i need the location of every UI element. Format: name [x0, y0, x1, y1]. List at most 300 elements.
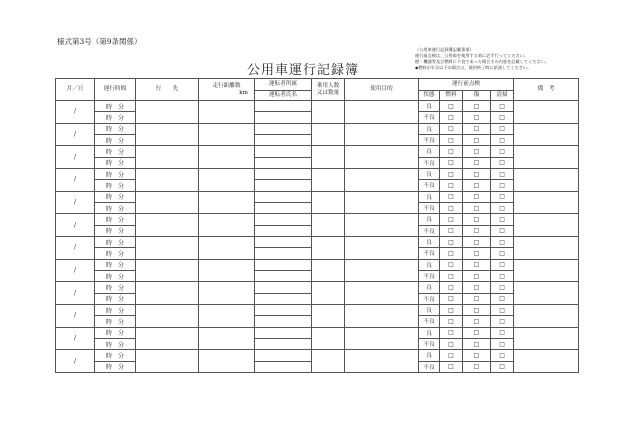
destination-cell[interactable] — [136, 282, 199, 305]
purpose-cell[interactable] — [345, 282, 419, 305]
time-out-cell[interactable]: 時 分 — [95, 350, 136, 361]
checkbox-icon: □ — [499, 363, 505, 371]
checkbox-icon: □ — [473, 306, 480, 314]
header-purpose: 使用目的 — [345, 79, 419, 101]
status-bad-label: 不良 — [419, 202, 440, 213]
table-row — [56, 123, 579, 134]
cleaning-bad-checkbox[interactable] — [491, 225, 514, 236]
cleaning-good-checkbox[interactable] — [491, 123, 514, 134]
checkbox-icon: □ — [499, 170, 505, 178]
fuel-bad-checkbox[interactable] — [440, 248, 463, 259]
cleaning-good-checkbox[interactable] — [491, 214, 514, 225]
driver-dept-cell[interactable] — [255, 146, 312, 157]
checkbox-icon: □ — [473, 272, 480, 280]
purpose-cell[interactable] — [345, 101, 419, 124]
checkbox-icon: □ — [473, 136, 480, 144]
status-bad-label: 不良 — [419, 316, 440, 327]
status-good-label: 良 — [419, 236, 440, 247]
fuel-good-checkbox[interactable] — [440, 236, 463, 247]
remarks-cell[interactable] — [514, 101, 579, 124]
damage-bad-checkbox[interactable] — [463, 316, 491, 327]
checkbox-icon: □ — [448, 306, 454, 314]
destination-cell[interactable] — [136, 350, 199, 373]
destination-cell[interactable] — [136, 146, 199, 169]
driver-dept-cell[interactable] — [255, 101, 312, 112]
header-status: 状態 — [419, 91, 440, 101]
damage-bad-checkbox[interactable] — [463, 112, 491, 123]
passengers-cell[interactable] — [312, 350, 345, 373]
status-good-label: 良 — [419, 191, 440, 202]
status-good-label: 良 — [419, 214, 440, 225]
fuel-bad-checkbox[interactable] — [440, 270, 463, 281]
time-in-cell[interactable]: 時 分 — [95, 316, 136, 327]
distance-cell[interactable] — [199, 168, 255, 191]
remarks-cell[interactable] — [514, 191, 579, 214]
date-cell[interactable]: / — [56, 236, 95, 259]
status-bad-label: 不良 — [419, 157, 440, 168]
checkbox-icon: □ — [448, 136, 454, 144]
damage-bad-checkbox[interactable] — [463, 248, 491, 259]
passengers-cell[interactable] — [312, 101, 345, 124]
driver-name-cell[interactable] — [255, 202, 312, 213]
purpose-cell[interactable] — [345, 146, 419, 169]
checkbox-icon: □ — [473, 238, 480, 246]
cleaning-bad-checkbox[interactable] — [491, 338, 514, 349]
time-out-cell[interactable]: 時 分 — [95, 168, 136, 179]
distance-cell[interactable] — [199, 236, 255, 259]
damage-good-checkbox[interactable] — [463, 350, 491, 361]
fuel-good-checkbox[interactable] — [440, 259, 463, 270]
damage-good-checkbox[interactable] — [463, 146, 491, 157]
fuel-bad-checkbox[interactable] — [440, 338, 463, 349]
damage-good-checkbox[interactable] — [463, 214, 491, 225]
driver-name-cell[interactable] — [255, 361, 312, 372]
header-distance — [199, 79, 255, 101]
purpose-cell[interactable] — [345, 259, 419, 282]
fuel-bad-checkbox[interactable] — [440, 157, 463, 168]
checkbox-icon: □ — [448, 193, 454, 201]
time-out-cell[interactable]: 時 分 — [95, 146, 136, 157]
distance-cell[interactable] — [199, 191, 255, 214]
damage-bad-checkbox[interactable] — [463, 157, 491, 168]
purpose-cell[interactable] — [345, 214, 419, 237]
time-out-cell[interactable]: 時 分 — [95, 327, 136, 338]
passengers-cell[interactable] — [312, 259, 345, 282]
checkbox-icon: □ — [473, 181, 480, 189]
passengers-cell[interactable] — [312, 168, 345, 191]
remarks-cell[interactable] — [514, 304, 579, 327]
status-bad-label: 不良 — [419, 180, 440, 191]
destination-cell[interactable] — [136, 304, 199, 327]
time-in-cell[interactable]: 時 分 — [95, 112, 136, 123]
checkbox-icon: □ — [448, 159, 454, 167]
destination-cell[interactable] — [136, 191, 199, 214]
checkbox-icon: □ — [499, 238, 505, 246]
checkbox-icon: □ — [473, 102, 480, 110]
checkbox-icon: □ — [473, 363, 480, 371]
checkbox-icon: □ — [499, 227, 505, 235]
checkbox-icon: □ — [499, 113, 505, 121]
distance-cell[interactable] — [199, 123, 255, 146]
status-good-label: 良 — [419, 327, 440, 338]
damage-good-checkbox[interactable] — [463, 101, 491, 112]
checkbox-icon: □ — [448, 102, 454, 110]
checkbox-icon: □ — [499, 181, 505, 189]
driver-name-cell[interactable] — [255, 157, 312, 168]
destination-cell[interactable] — [136, 259, 199, 282]
status-good-label: 良 — [419, 123, 440, 134]
checkbox-icon: □ — [499, 351, 505, 359]
checkbox-icon: □ — [473, 215, 480, 223]
driver-name-cell[interactable] — [255, 225, 312, 236]
checkbox-icon: □ — [473, 170, 480, 178]
damage-bad-checkbox[interactable] — [463, 293, 491, 304]
distance-cell[interactable] — [199, 350, 255, 373]
checkbox-icon: □ — [473, 193, 480, 201]
table-row — [56, 101, 579, 112]
damage-bad-checkbox[interactable] — [463, 361, 491, 372]
header-fuel: 燃料 — [440, 91, 463, 101]
destination-cell[interactable] — [136, 123, 199, 146]
checkbox-icon: □ — [499, 261, 505, 269]
time-in-cell[interactable]: 時 分 — [95, 202, 136, 213]
note-line: 運行前点検は、公用車を使用する前に必ず行ってください。 — [415, 53, 529, 59]
driver-name-cell[interactable] — [255, 134, 312, 145]
fuel-good-checkbox[interactable] — [440, 168, 463, 179]
date-cell[interactable]: / — [56, 123, 95, 146]
table-row — [56, 191, 579, 202]
fuel-bad-checkbox[interactable] — [440, 316, 463, 327]
cleaning-good-checkbox[interactable] — [491, 191, 514, 202]
time-in-cell[interactable]: 時 分 — [95, 361, 136, 372]
time-in-cell[interactable]: 時 分 — [95, 157, 136, 168]
cleaning-bad-checkbox[interactable] — [491, 248, 514, 259]
driver-name-cell[interactable] — [255, 248, 312, 259]
status-bad-label: 不良 — [419, 338, 440, 349]
remarks-cell[interactable] — [514, 327, 579, 350]
checkbox-icon: □ — [448, 249, 454, 257]
driver-name-cell[interactable] — [255, 112, 312, 123]
checkbox-icon: □ — [448, 181, 454, 189]
checkbox-icon: □ — [448, 317, 454, 325]
fuel-good-checkbox[interactable] — [440, 304, 463, 315]
fuel-good-checkbox[interactable] — [440, 327, 463, 338]
remarks-cell[interactable] — [514, 350, 579, 373]
time-in-cell[interactable]: 時 分 — [95, 225, 136, 236]
fuel-bad-checkbox[interactable] — [440, 112, 463, 123]
cleaning-bad-checkbox[interactable] — [491, 202, 514, 213]
purpose-cell[interactable] — [345, 123, 419, 146]
purpose-cell[interactable] — [345, 168, 419, 191]
remarks-cell[interactable] — [514, 282, 579, 305]
distance-cell[interactable] — [199, 282, 255, 305]
cleaning-good-checkbox[interactable] — [491, 236, 514, 247]
header-time: 運行時間 — [95, 79, 136, 101]
driver-dept-cell[interactable] — [255, 259, 312, 270]
driver-dept-cell[interactable] — [255, 350, 312, 361]
destination-cell[interactable] — [136, 214, 199, 237]
checkbox-icon: □ — [448, 351, 454, 359]
purpose-cell[interactable] — [345, 236, 419, 259]
table-row — [56, 146, 579, 157]
time-out-cell[interactable]: 時 分 — [95, 191, 136, 202]
driver-dept-cell[interactable] — [255, 168, 312, 179]
driver-dept-cell[interactable] — [255, 191, 312, 202]
time-in-cell[interactable]: 時 分 — [95, 270, 136, 281]
fuel-bad-checkbox[interactable] — [440, 180, 463, 191]
checkbox-icon: □ — [473, 204, 480, 212]
driver-dept-cell[interactable] — [255, 282, 312, 293]
time-in-cell[interactable]: 時 分 — [95, 338, 136, 349]
checkbox-icon: □ — [499, 283, 505, 291]
checkbox-icon: □ — [448, 147, 454, 155]
driver-dept-cell[interactable] — [255, 304, 312, 315]
cleaning-good-checkbox[interactable] — [491, 101, 514, 112]
checkbox-icon: □ — [448, 340, 454, 348]
table-row — [56, 236, 579, 247]
date-cell[interactable]: / — [56, 304, 95, 327]
fuel-good-checkbox[interactable] — [440, 146, 463, 157]
destination-cell[interactable] — [136, 327, 199, 350]
cleaning-bad-checkbox[interactable] — [491, 293, 514, 304]
driver-dept-cell[interactable] — [255, 236, 312, 247]
cleaning-bad-checkbox[interactable] — [491, 316, 514, 327]
fuel-good-checkbox[interactable] — [440, 191, 463, 202]
checkbox-icon: □ — [473, 227, 480, 235]
damage-bad-checkbox[interactable] — [463, 338, 491, 349]
fuel-good-checkbox[interactable] — [440, 350, 463, 361]
time-in-cell[interactable]: 時 分 — [95, 134, 136, 145]
note-line: （公用車運行記録簿記載事項） — [415, 47, 474, 52]
purpose-cell[interactable] — [345, 304, 419, 327]
checkbox-icon: □ — [473, 295, 480, 303]
remarks-cell[interactable] — [514, 236, 579, 259]
checkbox-icon: □ — [473, 159, 480, 167]
checkbox-icon: □ — [473, 125, 480, 133]
damage-good-checkbox[interactable] — [463, 327, 491, 338]
note-line: 燃・機器等及び燃料に不良であった場合その内容を記載してください。 — [415, 59, 549, 65]
date-cell[interactable]: / — [56, 214, 95, 237]
header-damage: 傷 — [463, 91, 491, 101]
checkbox-icon: □ — [499, 306, 505, 314]
driver-name-cell[interactable] — [255, 293, 312, 304]
cleaning-good-checkbox[interactable] — [491, 146, 514, 157]
checkbox-icon: □ — [473, 283, 480, 291]
header-passengers-line1: 乗用人数 — [316, 82, 340, 89]
cleaning-bad-checkbox[interactable] — [491, 134, 514, 145]
passengers-cell[interactable] — [312, 191, 345, 214]
cleaning-good-checkbox[interactable] — [491, 259, 514, 270]
checkbox-icon: □ — [448, 238, 454, 246]
purpose-cell[interactable] — [345, 350, 419, 373]
checkbox-icon: □ — [473, 317, 480, 325]
checkbox-icon: □ — [448, 170, 454, 178]
distance-cell[interactable] — [199, 101, 255, 124]
fuel-bad-checkbox[interactable] — [440, 293, 463, 304]
time-out-cell[interactable]: 時 分 — [95, 101, 136, 112]
damage-good-checkbox[interactable] — [463, 259, 491, 270]
remarks-cell[interactable] — [514, 259, 579, 282]
cleaning-bad-checkbox[interactable] — [491, 157, 514, 168]
status-good-label: 良 — [419, 259, 440, 270]
checkbox-icon: □ — [499, 204, 505, 212]
purpose-cell[interactable] — [345, 191, 419, 214]
checkbox-icon: □ — [473, 147, 480, 155]
time-in-cell[interactable]: 時 分 — [95, 248, 136, 259]
driver-name-cell[interactable] — [255, 270, 312, 281]
destination-cell[interactable] — [136, 168, 199, 191]
header-driver-name: 運転者氏名 — [255, 91, 312, 101]
distance-cell[interactable] — [199, 304, 255, 327]
fuel-good-checkbox[interactable] — [440, 101, 463, 112]
checkbox-icon: □ — [499, 295, 505, 303]
fuel-good-checkbox[interactable] — [440, 123, 463, 134]
driver-name-cell[interactable] — [255, 316, 312, 327]
damage-bad-checkbox[interactable] — [463, 202, 491, 213]
status-good-label: 良 — [419, 304, 440, 315]
passengers-cell[interactable] — [312, 304, 345, 327]
checkbox-icon: □ — [448, 329, 454, 337]
checkbox-icon: □ — [448, 283, 454, 291]
time-in-cell[interactable]: 時 分 — [95, 180, 136, 191]
checkbox-icon: □ — [499, 329, 505, 337]
checkbox-icon: □ — [448, 113, 454, 121]
fuel-good-checkbox[interactable] — [440, 214, 463, 225]
cleaning-bad-checkbox[interactable] — [491, 180, 514, 191]
time-out-cell[interactable]: 時 分 — [95, 282, 136, 293]
fuel-bad-checkbox[interactable] — [440, 225, 463, 236]
time-out-cell[interactable]: 時 分 — [95, 259, 136, 270]
distance-cell[interactable] — [199, 327, 255, 350]
checkbox-icon: □ — [473, 113, 480, 121]
checkbox-icon: □ — [499, 317, 505, 325]
status-good-label: 良 — [419, 168, 440, 179]
date-cell[interactable]: / — [56, 146, 95, 169]
driver-dept-cell[interactable] — [255, 214, 312, 225]
distance-cell[interactable] — [199, 146, 255, 169]
cleaning-bad-checkbox[interactable] — [491, 361, 514, 372]
damage-good-checkbox[interactable] — [463, 236, 491, 247]
damage-bad-checkbox[interactable] — [463, 225, 491, 236]
damage-bad-checkbox[interactable] — [463, 180, 491, 191]
passengers-cell[interactable] — [312, 146, 345, 169]
status-bad-label: 不良 — [419, 112, 440, 123]
date-cell[interactable]: / — [56, 282, 95, 305]
time-out-cell[interactable]: 時 分 — [95, 214, 136, 225]
header-remarks: 備 考 — [514, 79, 579, 101]
date-cell[interactable]: / — [56, 327, 95, 350]
distance-cell[interactable] — [199, 259, 255, 282]
date-cell[interactable]: / — [56, 191, 95, 214]
fuel-good-checkbox[interactable] — [440, 282, 463, 293]
distance-cell[interactable] — [199, 214, 255, 237]
cleaning-bad-checkbox[interactable] — [491, 270, 514, 281]
checkbox-icon: □ — [499, 249, 505, 257]
cleaning-good-checkbox[interactable] — [491, 350, 514, 361]
damage-good-checkbox[interactable] — [463, 191, 491, 202]
date-cell[interactable]: / — [56, 168, 95, 191]
damage-good-checkbox[interactable] — [463, 304, 491, 315]
header-cleaning: 清掃 — [491, 91, 514, 101]
checkbox-icon: □ — [448, 272, 454, 280]
passengers-cell[interactable] — [312, 282, 345, 305]
driver-dept-cell[interactable] — [255, 327, 312, 338]
cleaning-good-checkbox[interactable] — [491, 304, 514, 315]
time-out-cell[interactable]: 時 分 — [95, 123, 136, 134]
header-inspection: 運行前点検 — [419, 79, 514, 91]
time-out-cell[interactable]: 時 分 — [95, 304, 136, 315]
status-good-label: 良 — [419, 146, 440, 157]
driver-name-cell[interactable] — [255, 180, 312, 191]
status-bad-label: 不良 — [419, 293, 440, 304]
form-number: 様式第3号（第9条関係） — [57, 37, 142, 46]
checkbox-icon: □ — [448, 215, 454, 223]
passengers-cell[interactable] — [312, 123, 345, 146]
date-cell[interactable]: / — [56, 350, 95, 373]
damage-good-checkbox[interactable] — [463, 123, 491, 134]
date-cell[interactable]: / — [56, 101, 95, 124]
damage-good-checkbox[interactable] — [463, 168, 491, 179]
destination-cell[interactable] — [136, 236, 199, 259]
purpose-cell[interactable] — [345, 327, 419, 350]
table-row — [56, 259, 579, 270]
instructions-note — [415, 47, 549, 71]
fuel-bad-checkbox[interactable] — [440, 134, 463, 145]
checkbox-icon: □ — [499, 193, 505, 201]
passengers-cell[interactable] — [312, 236, 345, 259]
status-bad-label: 不良 — [419, 248, 440, 259]
checkbox-icon: □ — [473, 261, 480, 269]
header-destination: 行 先 — [136, 79, 199, 101]
damage-good-checkbox[interactable] — [463, 282, 491, 293]
remarks-cell[interactable] — [514, 123, 579, 146]
driver-name-cell[interactable] — [255, 338, 312, 349]
destination-cell[interactable] — [136, 101, 199, 124]
driver-dept-cell[interactable] — [255, 123, 312, 134]
header-distance-label: 走行距離数 — [212, 82, 241, 89]
status-good-label: 良 — [419, 350, 440, 361]
status-bad-label: 不良 — [419, 225, 440, 236]
damage-bad-checkbox[interactable] — [463, 134, 491, 145]
cleaning-good-checkbox[interactable] — [491, 168, 514, 179]
table-row — [56, 168, 579, 179]
date-cell[interactable]: / — [56, 259, 95, 282]
fuel-bad-checkbox[interactable] — [440, 361, 463, 372]
cleaning-good-checkbox[interactable] — [491, 327, 514, 338]
cleaning-good-checkbox[interactable] — [491, 282, 514, 293]
fuel-bad-checkbox[interactable] — [440, 202, 463, 213]
checkbox-icon: □ — [473, 351, 480, 359]
status-good-label: 良 — [419, 101, 440, 112]
note-line: ◆燃料が半分以下の場合は、使用終了時に給油してください。 — [415, 65, 532, 71]
passengers-cell[interactable] — [312, 214, 345, 237]
remarks-cell[interactable] — [514, 146, 579, 169]
header-driver-dept: 運転者所属 — [255, 79, 312, 91]
table-row — [56, 304, 579, 315]
cleaning-bad-checkbox[interactable] — [491, 112, 514, 123]
table-row — [56, 350, 579, 361]
checkbox-icon: □ — [499, 136, 505, 144]
time-out-cell[interactable]: 時 分 — [95, 236, 136, 247]
remarks-cell[interactable] — [514, 168, 579, 191]
remarks-cell[interactable] — [514, 214, 579, 237]
passengers-cell[interactable] — [312, 327, 345, 350]
checkbox-icon: □ — [473, 329, 480, 337]
checkbox-icon: □ — [499, 340, 505, 348]
damage-bad-checkbox[interactable] — [463, 270, 491, 281]
checkbox-icon: □ — [499, 102, 505, 110]
time-in-cell[interactable]: 時 分 — [95, 293, 136, 304]
